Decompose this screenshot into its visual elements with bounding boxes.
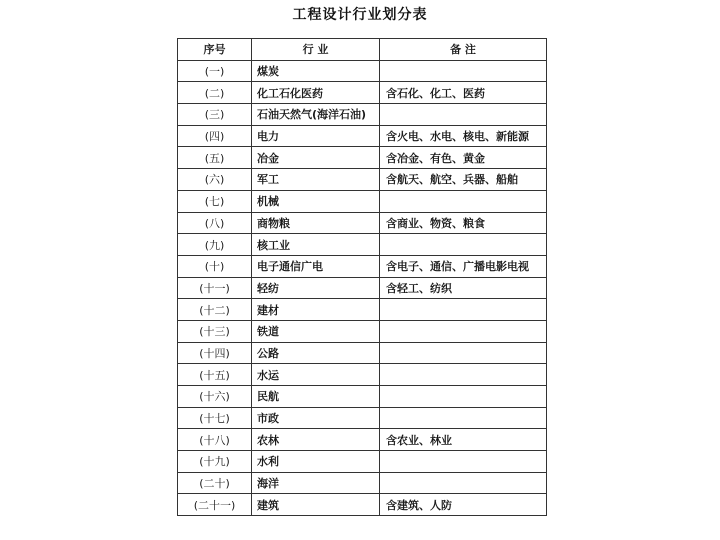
row-seq-cell: (十二) — [178, 299, 252, 321]
table-row — [178, 364, 547, 386]
table-row — [178, 212, 547, 234]
row-industry-cell: 机械 — [252, 190, 380, 212]
row-seq-cell: (七) — [178, 190, 252, 212]
table-row — [178, 60, 547, 82]
table-row — [178, 104, 547, 126]
table-row — [178, 125, 547, 147]
table-row — [178, 234, 547, 256]
table-row — [178, 494, 547, 516]
header-industry: 行 业 — [252, 39, 380, 61]
row-seq-cell: (十九) — [178, 451, 252, 473]
table-body — [178, 60, 547, 515]
row-seq-cell: (八) — [178, 212, 252, 234]
table-row — [178, 190, 547, 212]
row-note-cell: 含商业、物资、粮食 — [380, 212, 547, 234]
table-row — [178, 82, 547, 104]
header-note: 备 注 — [380, 39, 547, 61]
row-industry-cell: 农林 — [252, 429, 380, 451]
row-industry-cell: 建筑 — [252, 494, 380, 516]
row-note-cell — [380, 299, 547, 321]
row-seq-cell: (二十一) — [178, 494, 252, 516]
row-seq-cell: (四) — [178, 125, 252, 147]
row-seq-cell: (五) — [178, 147, 252, 169]
row-seq-cell: (二) — [178, 82, 252, 104]
row-industry-cell: 海洋 — [252, 472, 380, 494]
row-industry-cell: 市政 — [252, 407, 380, 429]
row-note-cell: 含航天、航空、兵器、船舶 — [380, 169, 547, 191]
row-industry-cell: 商物粮 — [252, 212, 380, 234]
row-seq-cell: (十) — [178, 255, 252, 277]
row-note-cell — [380, 386, 547, 408]
row-industry-cell: 电子通信广电 — [252, 255, 380, 277]
row-note-cell — [380, 364, 547, 386]
row-seq-cell: (十三) — [178, 320, 252, 342]
row-industry-cell: 水运 — [252, 364, 380, 386]
row-industry-cell: 公路 — [252, 342, 380, 364]
row-seq-cell: (十七) — [178, 407, 252, 429]
row-industry-cell: 军工 — [252, 169, 380, 191]
row-note-cell — [380, 342, 547, 364]
row-note-cell: 含火电、水电、核电、新能源 — [380, 125, 547, 147]
row-seq-cell: (一) — [178, 60, 252, 82]
row-industry-cell: 水利 — [252, 451, 380, 473]
row-industry-cell: 民航 — [252, 386, 380, 408]
row-note-cell — [380, 60, 547, 82]
table-row — [178, 386, 547, 408]
row-industry-cell: 冶金 — [252, 147, 380, 169]
row-industry-cell: 核工业 — [252, 234, 380, 256]
row-seq-cell: (十六) — [178, 386, 252, 408]
row-note-cell — [380, 234, 547, 256]
row-note-cell: 含石化、化工、医药 — [380, 82, 547, 104]
document-title: 工程设计行业划分表 — [292, 7, 428, 23]
row-note-cell: 含电子、通信、广播电影电视 — [380, 255, 547, 277]
row-seq-cell: (十一) — [178, 277, 252, 299]
row-note-cell: 含轻工、纺织 — [380, 277, 547, 299]
table-row — [178, 147, 547, 169]
table-row — [178, 407, 547, 429]
row-seq-cell: (十五) — [178, 364, 252, 386]
row-seq-cell: (六) — [178, 169, 252, 191]
row-note-cell: 含农业、林业 — [380, 429, 547, 451]
row-note-cell — [380, 472, 547, 494]
table-row — [178, 320, 547, 342]
header-seq: 序号 — [178, 39, 252, 61]
row-industry-cell: 煤炭 — [252, 60, 380, 82]
row-note-cell: 含冶金、有色、黄金 — [380, 147, 547, 169]
row-industry-cell: 铁道 — [252, 320, 380, 342]
table-row — [178, 299, 547, 321]
row-industry-cell: 轻纺 — [252, 277, 380, 299]
row-note-cell: 含建筑、人防 — [380, 494, 547, 516]
row-industry-cell: 化工石化医药 — [252, 82, 380, 104]
table-header-row — [178, 39, 547, 61]
table-row — [178, 255, 547, 277]
row-seq-cell: (九) — [178, 234, 252, 256]
table-row — [178, 451, 547, 473]
row-industry-cell: 建材 — [252, 299, 380, 321]
industry-classification-table — [177, 38, 547, 516]
row-note-cell — [380, 104, 547, 126]
row-industry-cell: 石油天然气(海洋石油) — [252, 104, 380, 126]
row-seq-cell: (十四) — [178, 342, 252, 364]
row-industry-cell: 电力 — [252, 125, 380, 147]
row-note-cell — [380, 320, 547, 342]
row-note-cell — [380, 451, 547, 473]
row-note-cell — [380, 407, 547, 429]
table-row — [178, 472, 547, 494]
row-seq-cell: (三) — [178, 104, 252, 126]
row-note-cell — [380, 190, 547, 212]
table-row — [178, 342, 547, 364]
row-seq-cell: (二十) — [178, 472, 252, 494]
table-row — [178, 169, 547, 191]
table-row — [178, 277, 547, 299]
row-seq-cell: (十八) — [178, 429, 252, 451]
table-row — [178, 429, 547, 451]
